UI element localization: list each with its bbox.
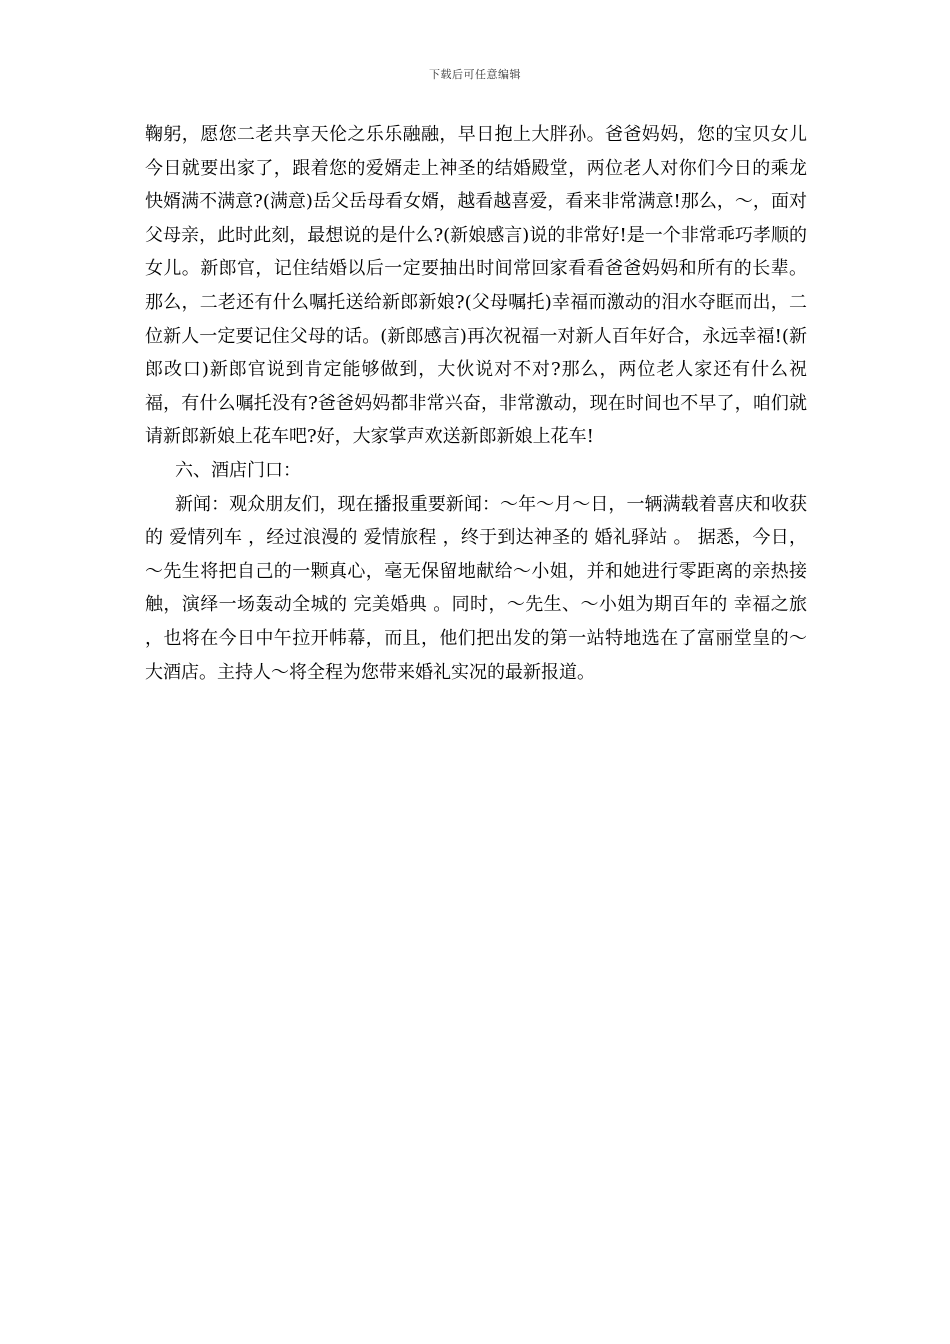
section-heading-hotel-entrance: 六、酒店门口：: [175, 459, 301, 481]
document-body: [145, 118, 807, 689]
paragraph-blessing: 鞠躬，愿您二老共享天伦之乐乐融融，早日抱上大胖孙。爸爸妈妈，您的宝贝女儿今日就要出家了，跟着您的爱婿走上神圣的结婚殿堂，两位老人对你们今日的乘龙快婿满不满意?(满意)岳父岳母看女婿，越看越喜爱，看来非常满意!那么，～，面对父母亲，此时此刻，最想说的是什么?(新娘感言)说的非常好!是一个非常乖巧孝顺的女儿。新郎官，记住结婚以后一定要抽出时间常回家看看爸爸妈妈和所有的长辈。那么，二老还有什么嘱托送给新郎新娘?(父母嘱托)幸福而激动的泪水夺眶而出，二位新人一定要记住父母的话。(新郎感言)再次祝福一对新人百年好合，永远幸福!(新郎改口)新郎官说到肯定能够做到，大伙说对不对?那么，两位老人家还有什么祝福，有什么嘱托没有?爸爸妈妈都非常兴奋，非常激动，现在时间也不早了，咱们就请新郎新娘上花车吧?好，大家掌声欢送新郎新娘上花车!: [145, 124, 807, 448]
page-header-note: 下载后可任意编辑: [429, 68, 521, 81]
paragraph-news: 新闻：观众朋友们，现在播报重要新闻：～年～月～日，一辆满载着喜庆和收获的 爱情列车 ，经过浪漫的 爱情旅程 ，终于到达神圣的 婚礼驿站 。 据悉，今日，～先生将把自己的一颗真心，毫无保留地献给～小姐，并和她进行零距离的亲热接触，演绎一场轰动全城的 完美婚典 。同时，～先生、～小姐为期百年的 幸福之旅 ，也将在今日中午拉开帏幕，而且，他们把出发的第一站特地选在了富丽堂皇的～大酒店。主持人～将全程为您带来婚礼实况的最新报道。: [145, 493, 807, 683]
